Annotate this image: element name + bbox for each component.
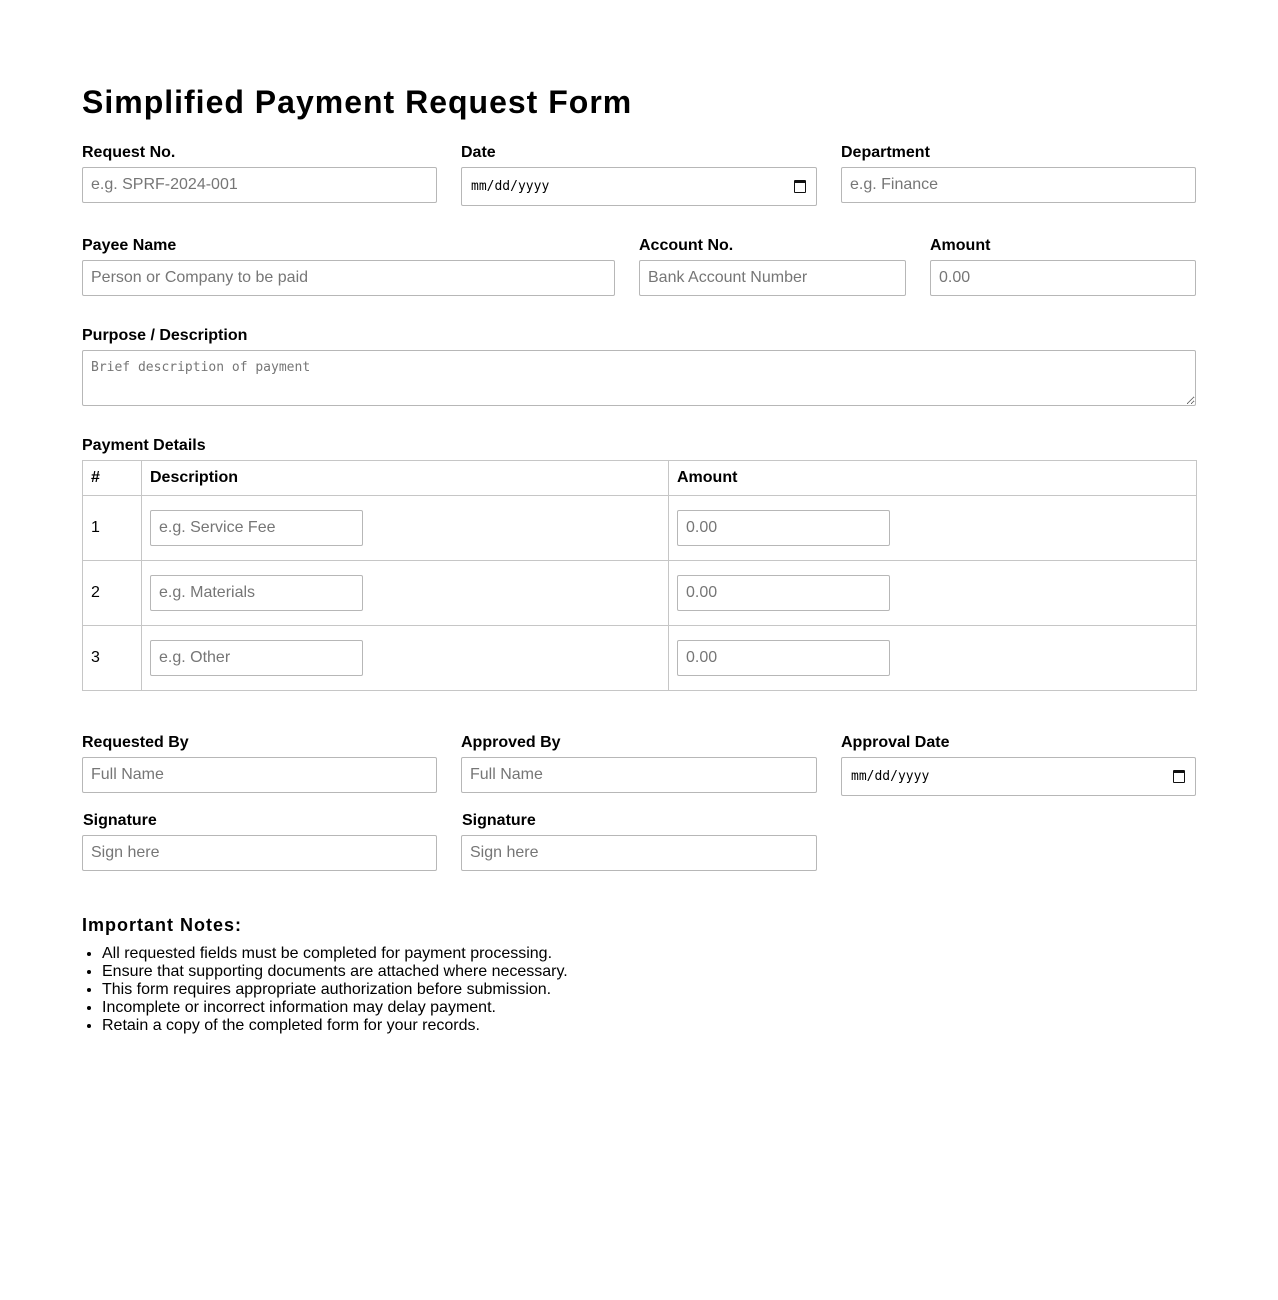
column-header-description: Description xyxy=(142,461,669,496)
row-amount-input[interactable] xyxy=(677,640,890,676)
row-description-input[interactable] xyxy=(150,640,363,676)
column-header-number: # xyxy=(83,461,142,496)
payee-name-label: Payee Name xyxy=(82,237,177,254)
table-row xyxy=(83,626,1197,691)
account-no-label: Account No. xyxy=(639,237,734,254)
payment-details-label: Payment Details xyxy=(82,437,206,454)
row-number: 3 xyxy=(83,626,142,691)
calendar-icon[interactable] xyxy=(794,180,806,193)
calendar-icon[interactable] xyxy=(1173,770,1185,783)
purpose-textarea[interactable] xyxy=(82,350,1196,406)
row-amount-input[interactable] xyxy=(677,575,890,611)
approved-by-label: Approved By xyxy=(461,734,561,751)
note-item: • Retain a copy of the completed form for your records. xyxy=(102,1017,568,1035)
note-item: • This form requires appropriate authorization before submission. xyxy=(102,981,568,999)
note-item: • Incomplete or incorrect information may delay payment. xyxy=(102,999,568,1017)
row-number: 2 xyxy=(83,561,142,626)
approval-date-input[interactable] xyxy=(841,757,1196,796)
amount-cell xyxy=(669,561,1197,626)
department-input[interactable] xyxy=(841,167,1196,203)
approved-by-input[interactable] xyxy=(461,757,817,793)
description-cell xyxy=(142,496,669,561)
request-no-label: Request No. xyxy=(82,144,176,161)
purpose-label: Purpose / Description xyxy=(82,327,248,344)
requested-by-input[interactable] xyxy=(82,757,437,793)
table-row xyxy=(83,561,1197,626)
requester-signature-input[interactable] xyxy=(82,835,437,871)
request-no-input[interactable] xyxy=(82,167,437,203)
approver-signature-label: Signature xyxy=(462,812,536,829)
description-cell xyxy=(142,561,669,626)
amount-label: Amount xyxy=(930,237,991,254)
date-input[interactable] xyxy=(461,167,817,206)
payee-name-input[interactable] xyxy=(82,260,615,296)
date-label: Date xyxy=(461,144,496,161)
amount-cell xyxy=(669,496,1197,561)
note-item: • Ensure that supporting documents are attached where necessary. xyxy=(102,963,568,981)
requested-by-label: Requested By xyxy=(82,734,189,751)
row-description-input[interactable] xyxy=(150,575,363,611)
row-amount-input[interactable] xyxy=(677,510,890,546)
department-label: Department xyxy=(841,144,930,161)
amount-input[interactable] xyxy=(930,260,1196,296)
table-row xyxy=(83,496,1197,561)
notes-list xyxy=(82,945,568,1035)
amount-cell xyxy=(669,626,1197,691)
description-cell xyxy=(142,626,669,691)
row-description-input[interactable] xyxy=(150,510,363,546)
note-item: • All requested fields must be completed for payment processing. xyxy=(102,945,568,963)
payment-details-table xyxy=(82,460,1197,691)
notes-title: Important Notes: xyxy=(82,915,242,935)
account-no-input[interactable] xyxy=(639,260,906,296)
column-header-amount: Amount xyxy=(669,461,1197,496)
approval-date-placeholder: mm/dd/yyyy xyxy=(851,769,930,784)
row-number: 1 xyxy=(83,496,142,561)
date-placeholder: mm/dd/yyyy xyxy=(471,179,550,194)
approval-date-label: Approval Date xyxy=(841,734,950,751)
approver-signature-input[interactable] xyxy=(461,835,817,871)
table-header-row xyxy=(83,461,1197,496)
requester-signature-label: Signature xyxy=(83,812,157,829)
page-title: Simplified Payment Request Form xyxy=(82,84,633,120)
